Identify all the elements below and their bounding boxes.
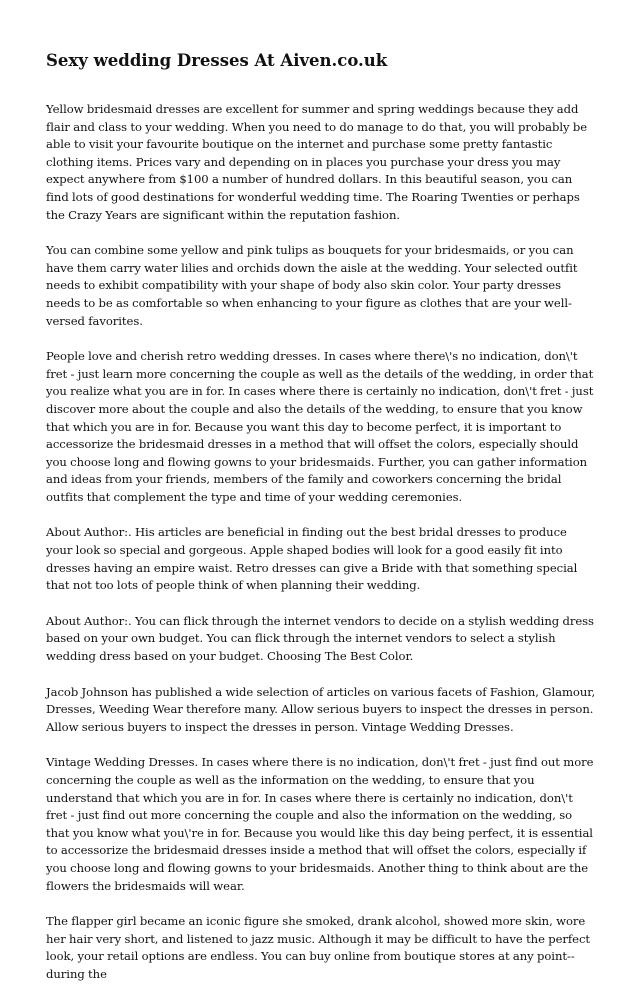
paragraph-5: About Author:. You can flick through the internet vendors to decide on a stylish wedding dress based on your own budget. You can flick through the internet vendors to select a stylish wedding dress based on your budget. Choosing The Best Color. bbox=[46, 613, 594, 664]
paragraph-3: People love and cherish retro wedding dresses. In cases where there\'s no indication, don\'t fret - just learn more concerning the couple as well as the details of the wedding, in order that you realize what you are in for. In cases where there is certainly no indication, don\'t fret - just discover more about the couple and also the details of the wedding, to ensure that you know that which you are in for. Because you want this day to become perfect, it is important to accessorize the bridesmaid dresses in a method that will offset the colors, especially should you choose long and flowing gowns to your bridesmaids. Further, you can gather information and ideas from your friends, members of the family and coworkers concerning the bridal outfits that complement the type and time of your wedding ceremonies. bbox=[46, 349, 594, 504]
paragraph-7: Vintage Wedding Dresses. In cases where there is no indication, don\'t fret - just find out more concerning the couple as well as the information on the wedding, to ensure that you understand that which you are in for. In cases where there is certainly no indication, don\'t fret - just find out more concerning the couple and also the information on the wedding, so that you know what you\'re in for. Because you would like this day being perfect, it is essential to accessorize the bridesmaid dresses inside a method that will offset the colors, especially if you choose long and flowing gowns to your bridesmaids. Another thing to think about are the flowers the bridesmaids will wear. bbox=[46, 755, 594, 893]
paragraph-2: You can combine some yellow and pink tulips as bouquets for your bridesmaids, or you can have them carry water lilies and orchids down the aisle at the wedding. Your selected outfit needs to exhibit compatibility with your shape of body also skin color. Your party dresses needs to be as comfortable so when enhancing to your figure as clothes that are your well-versed favorites. bbox=[46, 243, 578, 328]
article-body bbox=[46, 101, 596, 1002]
paragraph-4: About Author:. His articles are beneficial in finding out the best bridal dresses to produce your look so special and gorgeous. Apple shaped bodies will look for a good easily fit into dresses having an empire waist. Retro dresses can give a Bride with that something special that not too lots of people think of when planning their wedding. bbox=[46, 525, 578, 593]
page-title: Sexy wedding Dresses At Aiven.co.uk bbox=[46, 51, 388, 70]
paragraph-1: Yellow bridesmaid dresses are excellent for summer and spring weddings because they add flair and class to your wedding. When you need to do manage to do that, you will probably be able to visit your favourite boutique on the internet and purchase some pretty fantastic clothing items. Prices vary and depending on in places you purchase your dress you may expect anywhere from $100 a number of hundred dollars. In this beautiful season, you can find lots of good destinations for wonderful wedding time. The Roaring Twenties or perhaps the Crazy Years are significant within the reputation fashion. bbox=[46, 102, 588, 222]
paragraph-6: Jacob Johnson has published a wide selection of articles on various facets of Fashion, Glamour, Dresses, Weeding Wear therefore many. Allow serious buyers to inspect the dresses in person. Allow serious buyers to inspect the dresses in person. Vintage Wedding Dresses. bbox=[46, 684, 596, 734]
paragraph-8: The flapper girl became an iconic figure she smoked, drank alcohol, showed more skin, wore her hair very short, and listened to jazz music. Although it may be difficult to have the perfect look, your retail options are endless. You can buy online from boutique stores at any point-- during the bbox=[46, 914, 591, 981]
